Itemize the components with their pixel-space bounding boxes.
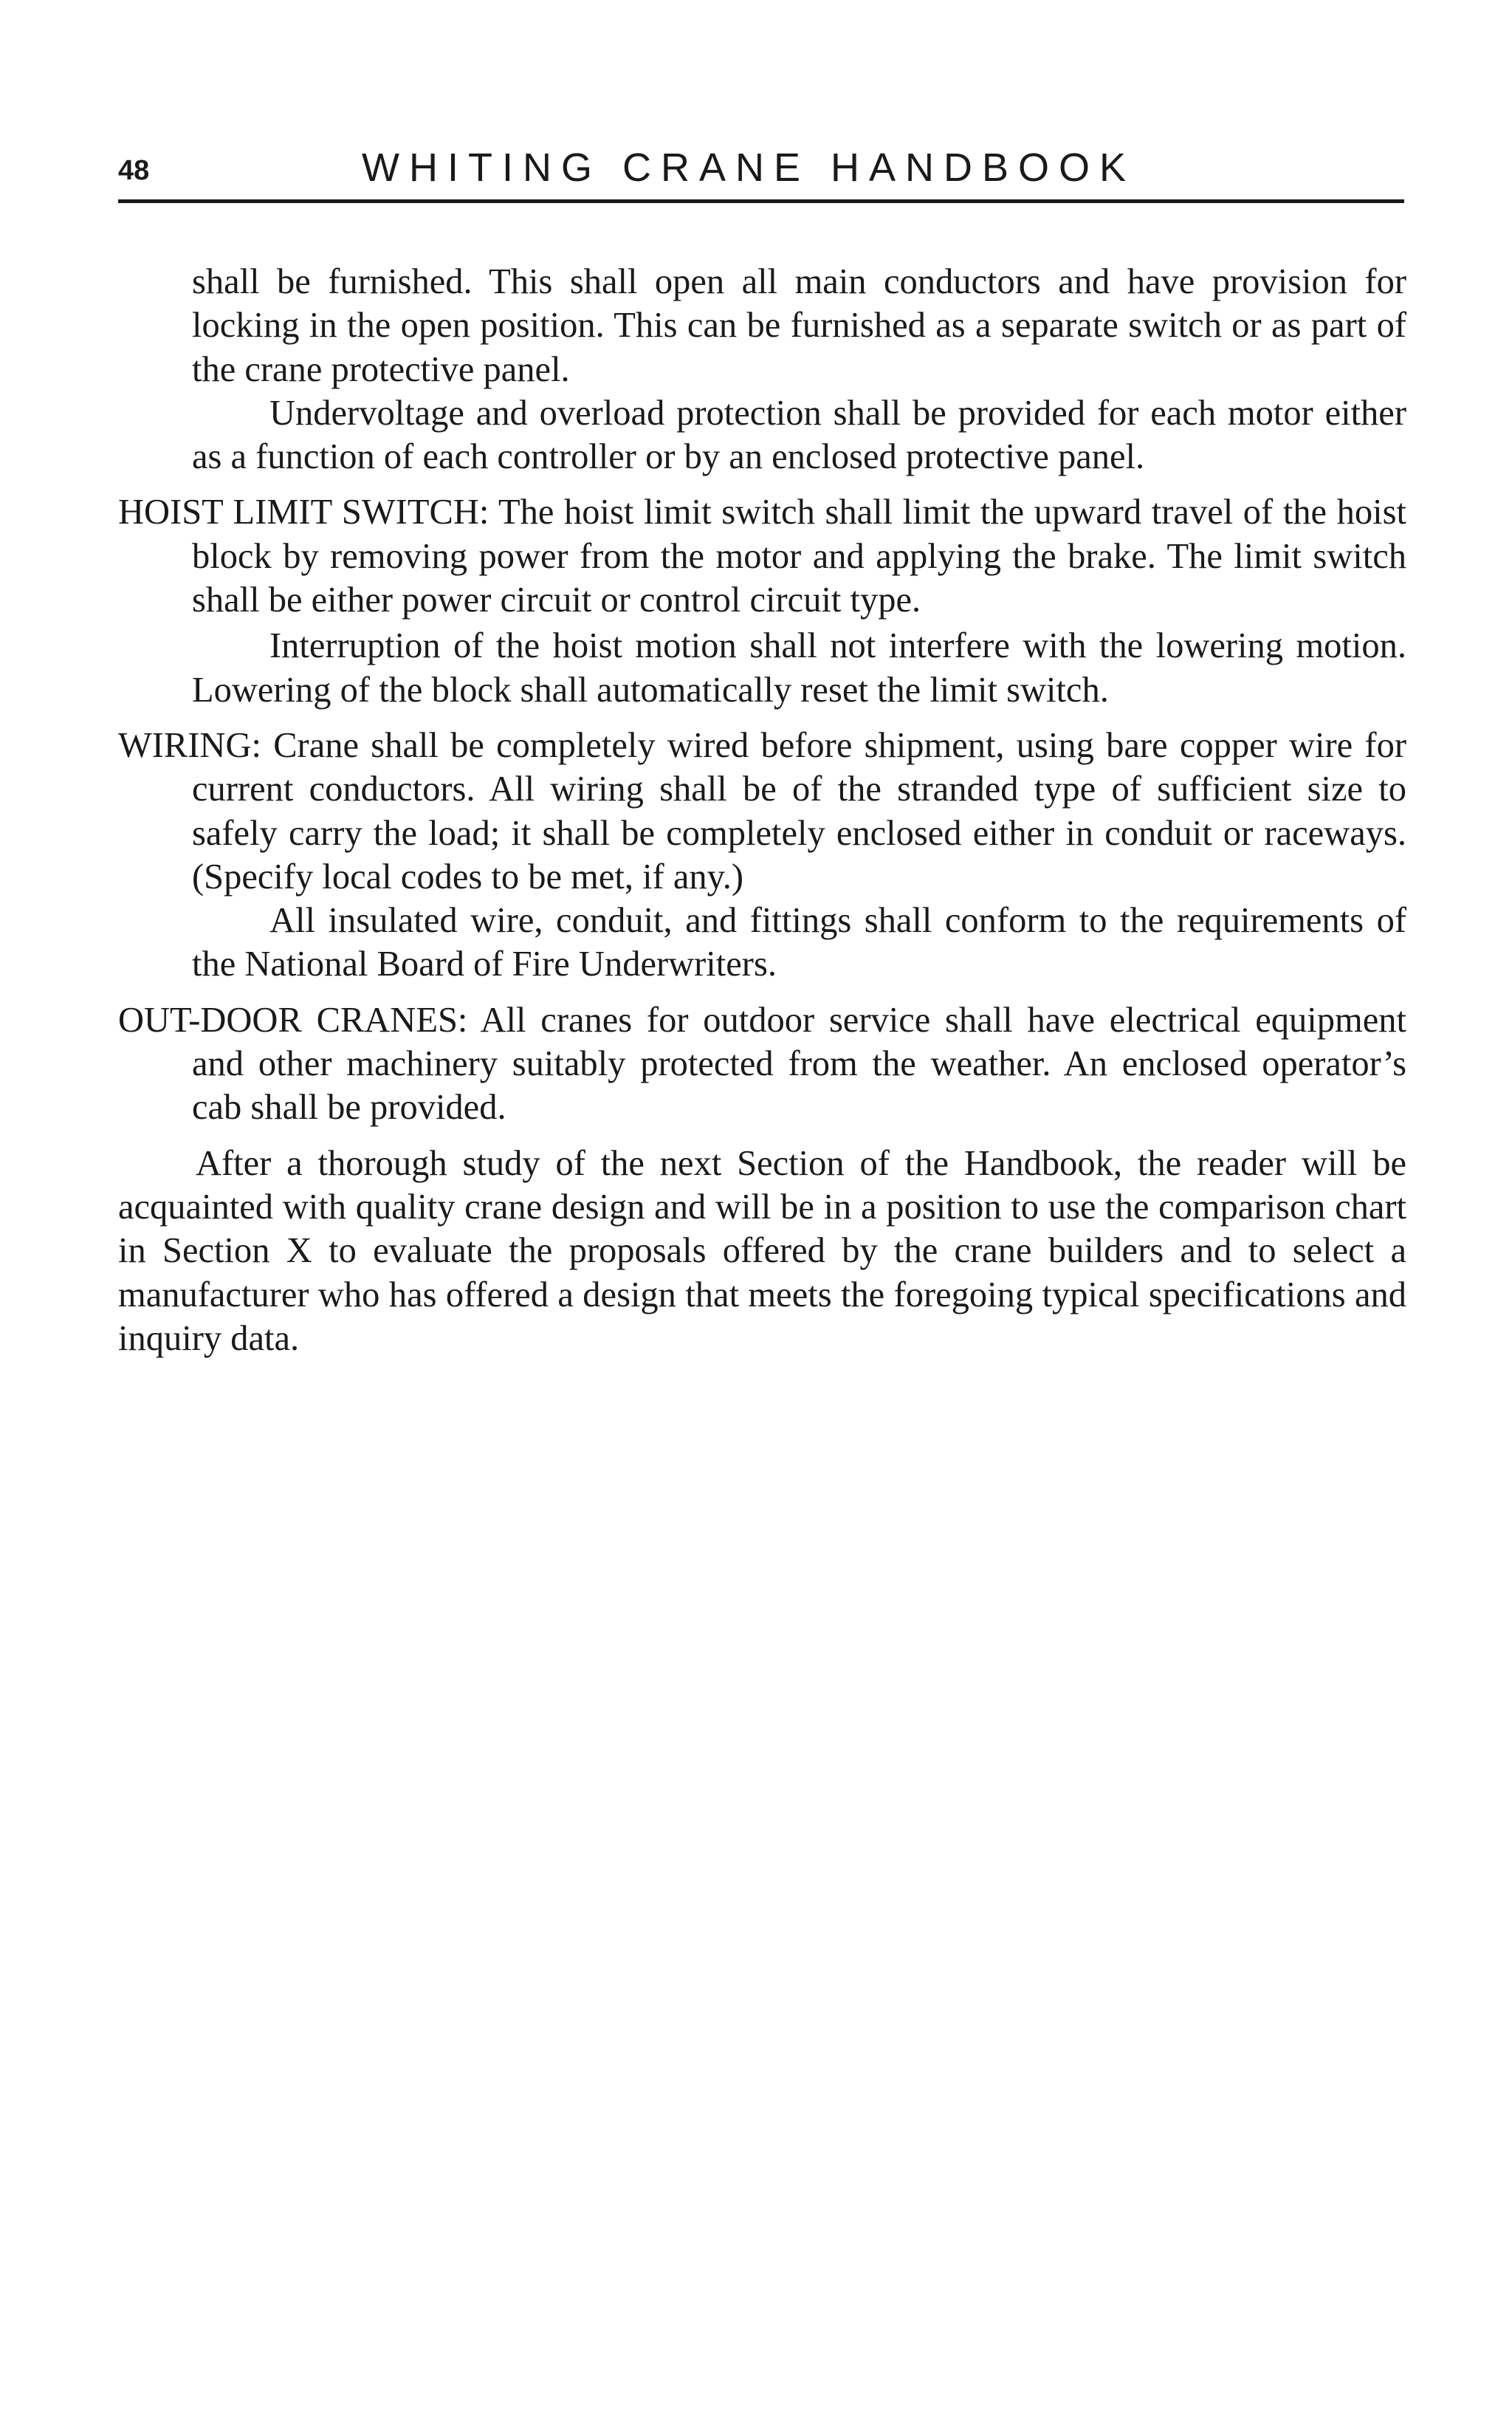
paragraph-undervoltage: Undervoltage and overload protection shall be provided for each motor either as a function of each controller or by an enclosed protective panel.	[192, 393, 1406, 477]
page-number: 48	[118, 155, 150, 186]
paragraph-closing: After a thorough study of the next Section of the Handbook, the reader will be acquainted with quality crane design and will be in a position to use the comparison chart in Section X to evaluate the proposals offered by the crane builders and to select a manufacturer who has offered a design that meets the foregoing typical specifications and inquiry data.	[118, 1143, 1406, 1358]
paragraph-outdoor-cranes: OUT-DOOR CRANES: All cranes for outdoor service shall have electrical equipment and other machinery suitably protected from the weather. An enclosed operator’s cab shall be provided.	[118, 1000, 1406, 1128]
running-title: WHITING CRANE HANDBOOK	[362, 145, 1136, 190]
paragraph-interruption: Interruption of the hoist motion shall not interfere with the lowering motion. Lowering of the block shall automatically reset the limit switch.	[192, 626, 1406, 710]
page-header	[118, 145, 1404, 204]
header-rule	[118, 199, 1404, 203]
paragraph-main-switch: shall be furnished. This shall open all main conductors and have provision for locking in the open position. This can be furnished as a separate switch or as part of the crane protective panel.	[192, 262, 1406, 389]
page-body	[118, 260, 1406, 1360]
paragraph-wiring: WIRING: Crane shall be completely wired before shipment, using bare copper wire for current conductors. All wiring shall be of the stranded type of sufficient size to safely carry the load; it shall be completely enclosed either in conduit or raceways. (Specify local codes to be met, if any.)	[118, 725, 1406, 897]
paragraph-insulated-wire: All insulated wire, conduit, and fittings shall conform to the requirements of the National Board of Fire Underwriters.	[192, 901, 1406, 984]
paragraph-hoist-limit-switch: HOIST LIMIT SWITCH: The hoist limit switch shall limit the upward travel of the hoist block by removing power from the motor and applying the brake. The limit switch shall be either power circuit or control circuit type.	[118, 493, 1406, 620]
